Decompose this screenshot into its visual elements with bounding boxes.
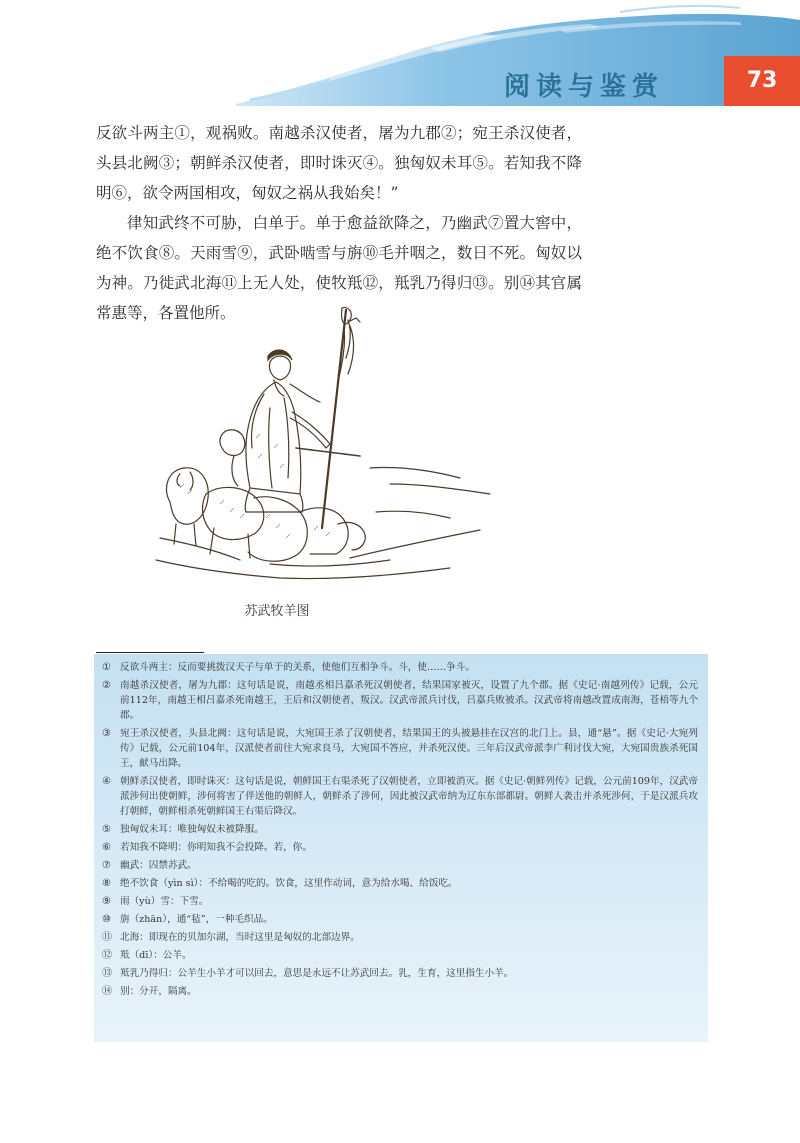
footnote-divider [96, 652, 204, 653]
footnote [102, 966, 698, 981]
footnote-number: ② [102, 680, 111, 691]
footnote [102, 984, 698, 999]
footnote-text: 绝不饮食（yìn sì）：不给喝的吃的。饮食，这里作动词，意为给水喝、给饭吃。 [120, 878, 458, 889]
su-wu-shepherd-illustration [150, 298, 510, 598]
body-paragraph-2: 律知武终不可胁，白单于。单于愈益欲降之，乃幽武⑦置大窖中，绝不饮食⑧。天雨雪⑨，武卧啮雪与旃⑩毛并咽之，数日不死。匈奴以为神。乃徙武北海⑪上无人处，使牧羝⑫，羝乳乃得归⑬。别⑭其官属常惠等，各置他所。 [96, 214, 582, 322]
footnote-text: 别：分开，隔离。 [120, 986, 197, 997]
figure-caption: 苏武牧羊图 [244, 604, 310, 619]
footnote [102, 822, 698, 837]
footnote-text: 旃（zhān），通“毡”，一种毛织品。 [120, 914, 273, 925]
footnote-number: ⑪ [102, 932, 112, 943]
footnote-text: 宛王杀汉使者，头县北阙：这句话是说，大宛国王杀了汉朝使者，结果国王的头被悬挂在汉宫的北门上。县，通“悬”。据《史记·大宛列传》记载，公元前104年，汉派使者前往大宛求良马，大宛国不答应，并杀死汉使。三年后汉武帝派李广利讨伐大宛，大宛国贵族杀死国王，献马出降。 [120, 728, 698, 769]
footnote-text: 幽武：囚禁苏武。 [120, 860, 197, 871]
footnote [102, 678, 698, 723]
footnote-text: 若知我不降明：你明知我不会投降。若，你。 [120, 842, 312, 853]
footnote-number: ④ [102, 776, 111, 787]
footnote [102, 894, 698, 909]
footnote-text: 羝乳乃得归：公羊生小羊才可以回去，意思是永远不让苏武回去。乳，生育，这里指生小羊。 [120, 968, 514, 979]
footnote-text: 反欲斗两主：反而要挑拨汉天子与单于的关系，使他们互相争斗。斗，使……争斗。 [120, 662, 475, 673]
footnote [102, 930, 698, 945]
footnote [102, 912, 698, 927]
footnote-text: 南越杀汉使者，屠为九郡：这句话是说，南越丞相吕嘉杀死汉朝使者，结果国家被灭，设置了九个郡。据《史记·南越列传》记载，公元前112年，南越王相吕嘉杀死南越王，王后和汉朝使者，叛汉。汉武帝派兵讨伐，吕嘉兵败被杀。汉武帝将南越改置成南海，苍梧等九个郡。 [120, 680, 698, 721]
footnote-number: ① [102, 662, 111, 673]
footnote-number: ⑫ [102, 950, 112, 961]
footnote [102, 948, 698, 963]
footnote-number: ⑩ [102, 914, 111, 925]
footnote-text: 北海：即现在的贝加尔湖，当时这里是匈奴的北部边界。 [120, 932, 360, 943]
footnote-number: ③ [102, 728, 111, 739]
footnote-number: ⑦ [102, 860, 111, 871]
footnote [102, 840, 698, 855]
footnote-number: ⑨ [102, 896, 111, 907]
footnote-text: 羝（dī）：公羊。 [120, 950, 192, 961]
footnote-number: ⑭ [102, 986, 112, 997]
footnote [102, 876, 698, 891]
body-paragraph-1: 反欲斗两主①，观祸败。南越杀汉使者，屠为九郡②；宛王杀汉使者，头县北阙③；朝鲜杀汉使者，即时诛灭④。独匈奴未耳⑤。若知我不降明⑥，欲令两国相攻，匈奴之祸从我始矣！” [96, 124, 582, 202]
footnote-text: 雨（yù）雪：下雪。 [120, 896, 209, 907]
footnote [102, 858, 698, 873]
page-number: 73 [724, 56, 800, 106]
footnote-number: ⑥ [102, 842, 111, 853]
footnote [102, 660, 698, 675]
section-title: 阅读与鉴赏 [504, 72, 665, 102]
footnotes-box [94, 654, 708, 1042]
footnote [102, 726, 698, 771]
footnote-number: ⑬ [102, 968, 112, 979]
footnote-number: ⑧ [102, 878, 111, 889]
footnote-text: 朝鲜杀汉使者，即时诛灭：这句话是说，朝鲜国王右渠杀死了汉朝使者，立即被消灭。据《史记·朝鲜列传》记载，公元前109年，汉武帝派涉何出使朝鲜，涉何将害了伴送他的朝鲜人，朝鲜杀了涉何，因此被汉武帝纳为辽东东部都尉。朝鲜人袭击并杀死涉何，于是汉派兵攻打朝鲜，朝鲜相杀死朝鲜国王右渠后降汉。 [120, 776, 698, 817]
body-text [96, 118, 582, 328]
footnote-text: 独匈奴未耳：唯独匈奴未被降服。 [120, 824, 264, 835]
footnote-number: ⑤ [102, 824, 111, 835]
footnote [102, 774, 698, 819]
